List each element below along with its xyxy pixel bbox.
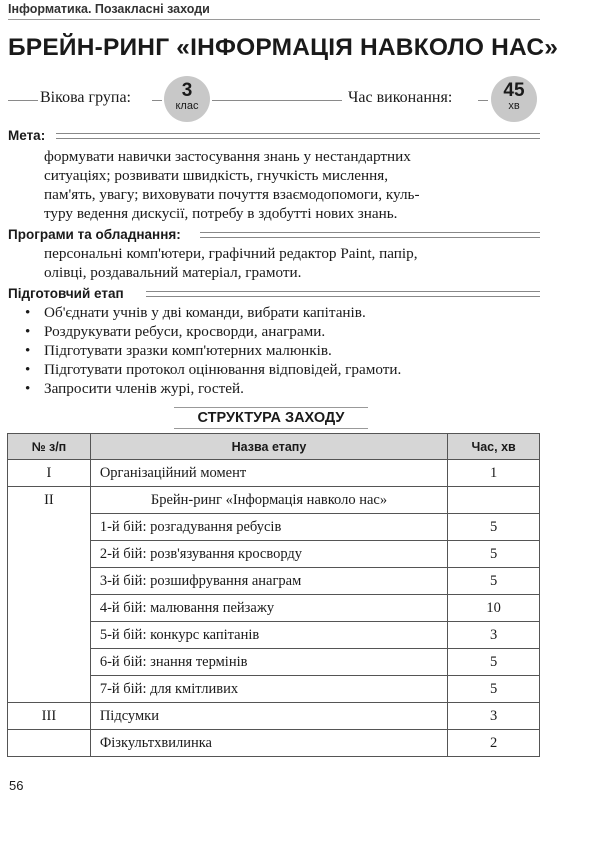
header-divider [8, 19, 540, 20]
goal-line: пам'ять, увагу; виховувати почуття взаємодопомоги, куль- [44, 186, 420, 203]
bullet-icon: • [25, 361, 31, 378]
age-group-unit: клас [175, 100, 199, 112]
stage-name: 7-й бій: для кмітливих [90, 676, 447, 703]
stage-time [448, 487, 540, 514]
stage-name: 3-й бій: розшифрування анаграм [90, 568, 447, 595]
stage-name: Підсумки [90, 703, 447, 730]
equipment-text [44, 244, 540, 282]
stage-time: 5 [448, 676, 540, 703]
bullet-icon: • [25, 380, 31, 397]
table-row [8, 460, 540, 487]
structure-table [7, 433, 540, 757]
prep-list-item [22, 322, 542, 341]
goal-line: туру ведення дискусії, потребу в здобутті нових знань. [44, 205, 398, 222]
column-header-stage: Назва етапу [90, 434, 447, 460]
stage-name: 1-й бій: розгадування ребусів [90, 514, 447, 541]
age-rule-right [152, 100, 162, 101]
goal-line: формувати навички застосування знань у нестандартних [44, 148, 411, 165]
duration-badge [491, 76, 537, 122]
age-group-badge [164, 76, 210, 122]
page-number: 56 [9, 778, 24, 793]
stage-number: I [8, 460, 91, 487]
table-row [8, 730, 540, 757]
prep-list-item [22, 341, 542, 360]
prep-list-item [22, 303, 542, 322]
bullet-icon: • [25, 342, 31, 359]
equipment-line: олівці, роздавальний матеріал, грамоти. [44, 264, 302, 281]
stage-time: 2 [448, 730, 540, 757]
column-header-number: № з/п [8, 434, 91, 460]
prep-item-text: Підготувати протокол оцінювання відповідей, грамоти. [44, 361, 402, 378]
duration-unit: хв [508, 100, 520, 112]
stage-time: 5 [448, 541, 540, 568]
goal-line: ситуаціях; розвивати швидкість, гнучкість мислення, [44, 167, 389, 184]
table-row [8, 703, 540, 730]
meta-rule-middle [212, 100, 342, 101]
stage-name: Брейн-ринг «Інформація навколо нас» [90, 487, 447, 514]
stage-time: 5 [448, 568, 540, 595]
prep-heading: Підготовчий етап [8, 286, 124, 301]
equipment-heading-rule [200, 232, 540, 238]
equipment-heading: Програми та обладнання: [8, 227, 181, 242]
prep-list-item [22, 379, 542, 398]
stage-time: 10 [448, 595, 540, 622]
stage-time: 3 [448, 703, 540, 730]
bullet-icon: • [25, 323, 31, 340]
table-row [8, 487, 540, 514]
prep-item-text: Запросити членів журі, гостей. [44, 380, 244, 397]
stage-name: 6-й бій: знання термінів [90, 649, 447, 676]
duration-rule [478, 100, 488, 101]
stage-time: 5 [448, 514, 540, 541]
equipment-line: персональні комп'ютери, графічний редактор Paint, папір, [44, 245, 418, 262]
age-group-value: 3 [181, 80, 193, 101]
stage-name: 4-й бій: малювання пейзажу [90, 595, 447, 622]
duration-label: Час виконання: [348, 89, 453, 106]
age-group-label: Вікова група: [40, 89, 131, 106]
structure-heading: СТРУКТУРА ЗАХОДУ [174, 407, 368, 429]
prep-item-text: Роздрукувати ребуси, кросворди, анаграми. [44, 323, 326, 340]
stage-time: 5 [448, 649, 540, 676]
stage-name: Організаційний момент [90, 460, 447, 487]
page-title: БРЕЙН-РИНГ «ІНФОРМАЦІЯ НАВКОЛО НАС» [8, 34, 559, 61]
stage-name: 2-й бій: розв'язування кросворду [90, 541, 447, 568]
prep-list-item [22, 360, 542, 379]
stage-name: 5-й бій: конкурс капітанів [90, 622, 447, 649]
prep-list [22, 303, 542, 398]
duration-value: 45 [503, 80, 525, 101]
prep-item-text: Об'єднати учнів у дві команди, вибрати капітанів. [44, 304, 366, 321]
bullet-icon: • [25, 304, 31, 321]
goal-text [44, 147, 540, 223]
column-header-time: Час, хв [448, 434, 540, 460]
running-header: Інформатика. Позакласні заходи [8, 2, 210, 16]
stage-name: Фізкультхвилинка [90, 730, 447, 757]
stage-number [8, 730, 91, 757]
goal-heading-rule [56, 133, 540, 139]
stage-number: III [8, 703, 91, 730]
prep-heading-rule [146, 291, 540, 297]
stage-time: 3 [448, 622, 540, 649]
age-rule-left [8, 100, 38, 101]
goal-heading: Мета: [8, 128, 46, 143]
stage-number: II [8, 487, 91, 703]
stage-time: 1 [448, 460, 540, 487]
table-header-row [8, 434, 540, 460]
prep-item-text: Підготувати зразки комп'ютерних малюнків. [44, 342, 332, 359]
